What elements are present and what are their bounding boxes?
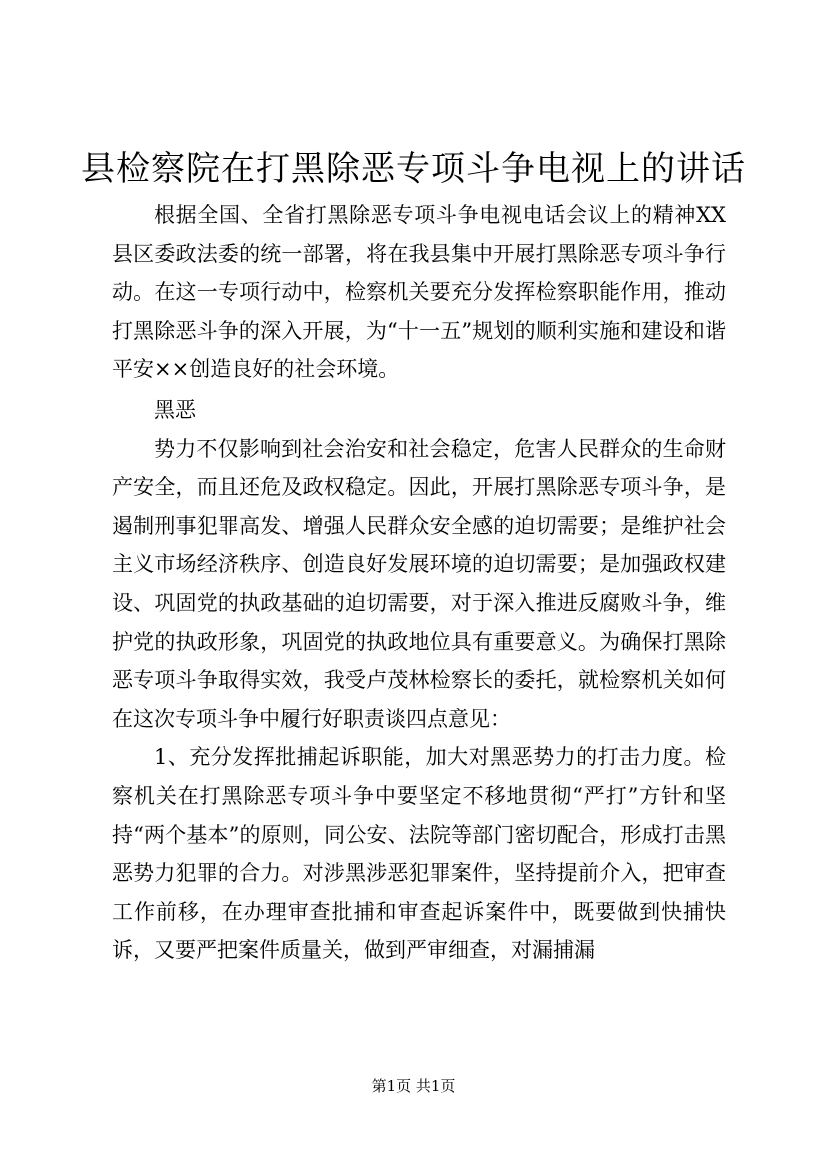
document-title: 县检察院在打黑除恶专项斗争电视上的讲话 bbox=[81, 149, 746, 189]
page-footer: 第1页 共1页 bbox=[371, 1077, 456, 1095]
paragraph-point-1: 1、充分发挥批捕起诉职能，加大对黑恶势力的打击力度。检察机关在打黑除恶专项斗争中要坚定不移地贯彻“严打”方针和坚持“两个基本”的原则，同公安、法院等部门密切配合，形成打击黑恶势力犯罪的合力。对涉黑涉恶犯罪案件，坚持提前介入，把审查工作前移，在办理审查批捕和审查起诉案件中，既要做到快捕快诉，又要严把案件质量关，做到严审细查，对漏捕漏 bbox=[112, 745, 726, 963]
document-body bbox=[112, 196, 726, 970]
paragraph-background: 势力不仅影响到社会治安和社会稳定，危害人民群众的生命财产安全，而且还危及政权稳定。因此，开展打黑除恶专项斗争，是遏制刑事犯罪高发、增强人民群众安全感的迫切需要；是维护社会主义市场经济秩序、创造良好发展环境的迫切需要；是加强政权建设、巩固党的执政基础的迫切需要，对于深入推进反腐败斗争，维护党的执政形象，巩固党的执政地位具有重要意义。为确保打黑除恶专项斗争取得实效，我受卢茂林检察长的委托，就检察机关如何在这次专项斗争中履行好职责谈四点意见： bbox=[112, 436, 726, 731]
paragraph-intro: 根据全国、全省打黑除恶专项斗争电视电话会议上的精神XX县区委政法委的统一部署，将在我县集中开展打黑除恶专项斗争行动。在这一专项行动中，检察机关要充分发挥检察职能作用，推动打黑除恶斗争的深入开展，为“十一五”规划的顺利实施和建设和谐平安××创造良好的社会环境。 bbox=[112, 203, 726, 382]
paragraph-heading: 黑恶 bbox=[154, 397, 196, 422]
